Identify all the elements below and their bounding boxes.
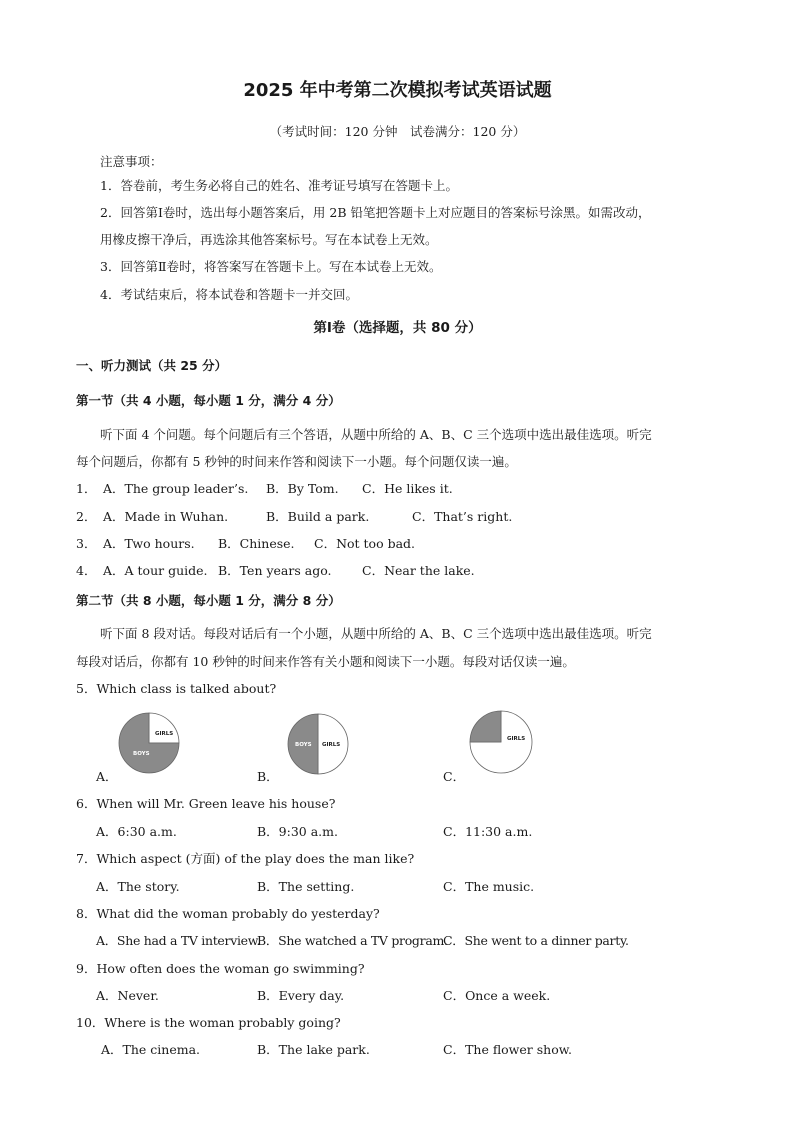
instruction-text: 听下面 4 个问题。每个问题后有三个答语，从题中所给的 A、B、C 三个选项中选出最佳选项。听完 (100, 427, 652, 442)
notice-item: 1．答卷前，考生务必将自己的姓名、准考证号填写在答题卡上。 (100, 178, 458, 193)
option-c: C．The flower show. (443, 1042, 572, 1057)
pie-slices (470, 711, 532, 773)
option-b: B．She watched a TV program. (257, 933, 448, 948)
option-b: B．9:30 a.m. (257, 824, 338, 839)
subsection2-title: 第二节（共 8 小题，每小题 1 分，满分 8 分） (76, 593, 341, 608)
option-a: A．Never. (96, 988, 159, 1003)
pie-chart-b (287, 713, 349, 775)
option-c: C．He likes it. (362, 481, 453, 496)
option-c: C．She went to a dinner party. (443, 933, 629, 948)
notice-item: 用橡皮擦干净后，再选涂其他答案标号。写在本试卷上无效。 (100, 232, 438, 247)
girls-label: GIRLS (507, 736, 526, 742)
boys-label: BOYS (295, 742, 312, 748)
girls-slice (149, 713, 179, 743)
instruction-text: 每段对话后，你都有 10 秒钟的时间来作答有关小题和阅读下一小题。每段对话仅读一遍。 (76, 654, 575, 669)
question-stem: 10．Where is the woman probably going? (76, 1015, 341, 1030)
pie-chart-a (118, 712, 180, 774)
question-stem: 8．What did the woman probably do yesterday? (76, 906, 380, 921)
question-number: 4． (76, 563, 97, 578)
option-b: B．Chinese. (218, 536, 295, 551)
subsection1-title: 第一节（共 4 小题，每小题 1 分，满分 4 分） (76, 393, 341, 408)
exam-info: （考试时间：120 分钟 试卷满分：120 分） (269, 124, 526, 139)
pie-slices (119, 713, 179, 773)
option-c: C．That’s right. (412, 509, 513, 524)
option-a: A．The cinema. (101, 1042, 201, 1057)
option-c: C．Near the lake. (362, 563, 475, 578)
option-b: B．The lake park. (257, 1042, 370, 1057)
option-a: A．Two hours. (103, 536, 195, 551)
instruction-text: 每个问题后，你都有 5 秒钟的时间来作答和阅读下一小题。每个问题仅读一遍。 (76, 454, 517, 469)
option-b: B．Every day. (257, 988, 345, 1003)
notice-item: 2．回答第Ⅰ卷时，选出每小题答案后，用 2B 铅笔把答题卡上对应题目的答案标号涂黑。如需改动， (100, 205, 651, 220)
option-c: C．Not too bad. (314, 536, 416, 551)
question-stem: 9．How often does the woman go swimming? (76, 961, 365, 976)
question-stem: 6．When will Mr. Green leave his house? (76, 796, 336, 811)
pie-chart-c (469, 710, 533, 774)
notice-item: 3．回答第Ⅱ卷时，将答案写在答题卡上。写在本试卷上无效。 (100, 259, 442, 274)
question-stem: 7．Which aspect (方面) of the play does the man like? (76, 851, 415, 866)
option-c: C．Once a week. (443, 988, 551, 1003)
notice-heading: 注意事项： (100, 154, 163, 169)
option-c: C．11:30 a.m. (443, 824, 533, 839)
option-b: B．By Tom. (266, 481, 339, 496)
option-a: A．The story. (96, 879, 180, 894)
option-a: A．6:30 a.m. (96, 824, 177, 839)
page-title: 2025 年中考第二次模拟考试英语试题 (243, 80, 552, 101)
girls-label: GIRLS (155, 731, 174, 737)
option-a: A．Made in Wuhan. (103, 509, 229, 524)
option-b: B． (257, 769, 279, 784)
option-a: A． (96, 769, 118, 784)
option-b: B．Ten years ago. (218, 563, 332, 578)
girls-label: GIRLS (322, 742, 341, 748)
question-number: 1． (76, 481, 97, 496)
question-number: 3． (76, 536, 97, 551)
boys-label: BOYS (479, 755, 496, 761)
instruction-text: 听下面 8 段对话。每段对话后有一个小题，从题中所给的 A、B、C 三个选项中选出最佳选项。听完 (100, 626, 652, 641)
question-5-stem: 5．Which class is talked about? (76, 681, 277, 696)
part1-title: 第Ⅰ卷（选择题，共 80 分） (313, 320, 482, 336)
notice-item: 4．考试结束后，将本试卷和答题卡一并交回。 (100, 287, 358, 302)
option-c: C．The music. (443, 879, 535, 894)
option-a: A．She had a TV interview. (96, 933, 261, 948)
boys-slice (470, 711, 501, 742)
option-b: B．Build a park. (266, 509, 370, 524)
option-a: A．A tour guide. (103, 563, 208, 578)
option-b: B．The setting. (257, 879, 355, 894)
boys-label: BOYS (133, 751, 150, 757)
section1-title: 一、听力测试（共 25 分） (76, 358, 228, 373)
option-c: C． (443, 769, 466, 784)
question-number: 2． (76, 509, 97, 524)
option-a: A．The group leader’s. (103, 481, 249, 496)
